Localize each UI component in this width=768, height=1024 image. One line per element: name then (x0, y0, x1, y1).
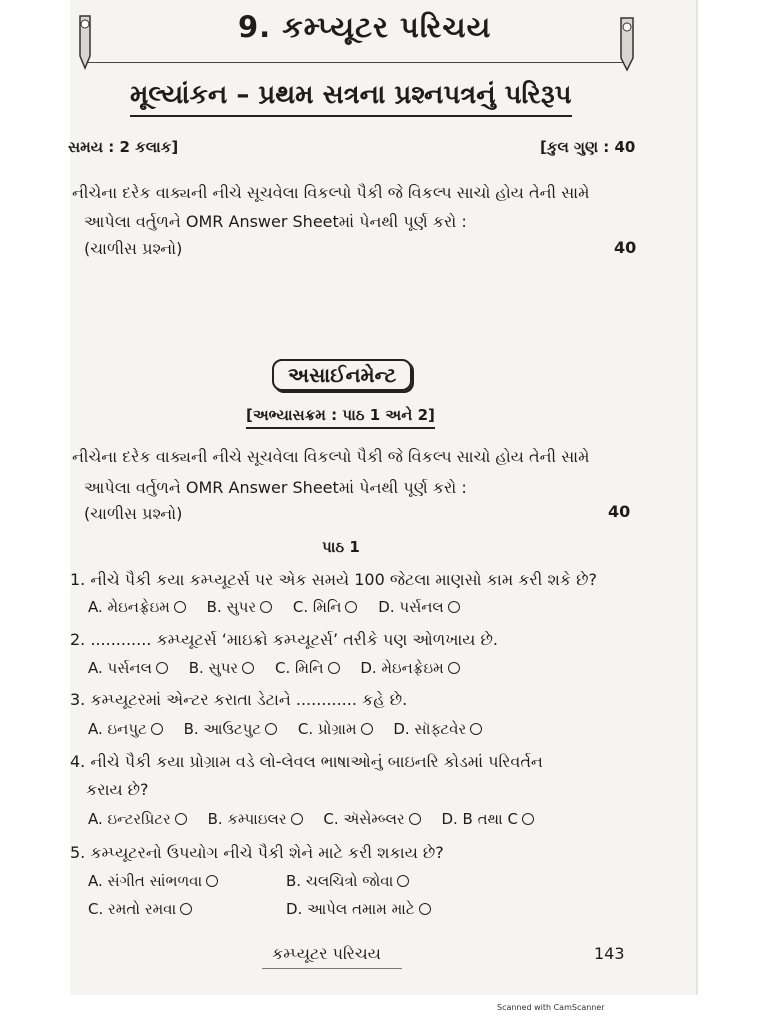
option-b[interactable]: B. આઉટપુટ (184, 720, 277, 738)
option-b[interactable]: B. સુપર (207, 598, 272, 616)
pencil-figure-left-icon (72, 12, 98, 70)
option-a[interactable]: A. ઇનપુટ (88, 720, 163, 738)
answer-circle-icon[interactable] (156, 662, 168, 674)
answer-circle-icon[interactable] (175, 813, 187, 825)
answer-circle-icon[interactable] (522, 813, 534, 825)
question-1-options (88, 598, 476, 616)
answer-circle-icon[interactable] (180, 903, 192, 915)
assignment-marks: 40 (608, 502, 631, 521)
answer-circle-icon[interactable] (328, 662, 340, 674)
exam-marks: 40 (614, 238, 637, 257)
question-4: 4. નીચે પૈકી કયા પ્રોગ્રામ વડે લો-લેવલ ભાષાઓનું બાઇનરિ કોડમાં પરિવર્તન (70, 752, 543, 771)
footer-divider (262, 968, 402, 969)
question-5-option-a[interactable]: A. સંગીત સાંભળવા (88, 872, 218, 890)
question-3: 3. કમ્પ્યૂટરમાં એન્ટર કરાતા ડેટાને ............ કહે છે. (70, 690, 408, 709)
chapter-title: 9. કમ્પ્યૂટર પરિચય (238, 10, 492, 44)
option-c[interactable]: C. મિનિ (275, 659, 340, 677)
exam-subtitle: મૂલ્યાંકન – પ્રથમ સત્રના પ્રશ્નપત્રનું પરિરૂપ (130, 80, 572, 117)
footer-title: કમ્પ્યૂટર પરિચય (272, 944, 381, 963)
answer-circle-icon[interactable] (265, 723, 277, 735)
exam-total-marks: [કુલ ગુણ : 40 (540, 138, 636, 156)
question-4-continued: કરાય છે? (86, 780, 149, 799)
question-3-options (88, 720, 498, 738)
option-a[interactable]: A. પર્સનલ (88, 659, 168, 677)
question-1: 1. નીચે પૈકી કયા કમ્પ્યૂટર્સ પર એક સમયે 100 જેટલા માણસો કામ કરી શકે છે? (70, 570, 598, 589)
answer-circle-icon[interactable] (260, 601, 272, 613)
assignment-title: અસાઈનમેન્ટ (272, 359, 412, 391)
option-c[interactable]: C. પ્રોગ્રામ (298, 720, 373, 738)
answer-circle-icon[interactable] (291, 813, 303, 825)
question-4-options (88, 810, 550, 828)
assignment-instruction-line3: (ચાળીસ પ્રશ્નો) (84, 504, 183, 523)
answer-circle-icon[interactable] (242, 662, 254, 674)
answer-circle-icon[interactable] (345, 601, 357, 613)
option-a[interactable]: A. ઇન્ટરપ્રિટર (88, 810, 187, 828)
option-a[interactable]: A. મેઇનફ્રેઇમ (88, 598, 186, 616)
exam-instruction-line3: (ચાળીસ પ્રશ્નો) (84, 239, 183, 258)
answer-circle-icon[interactable] (151, 723, 163, 735)
answer-circle-icon[interactable] (470, 723, 482, 735)
assignment-instruction-line1: નીચેના દરેક વાક્યની નીચે સૂચવેલા વિકલ્પો પૈકી જે વિકલ્પ સાચો હોય તેની સામે (72, 447, 590, 466)
exam-instruction-line1: નીચેના દરેક વાક્યની નીચે સૂચવેલા વિકલ્પો પૈકી જે વિકલ્પ સાચો હોય તેની સામે (72, 183, 590, 202)
question-5: 5. કમ્પ્યૂટરનો ઉપયોગ નીચે પૈકી શેને માટે કરી શકાય છે? (70, 843, 444, 862)
question-5-option-c[interactable]: C. રમતો રમવા (88, 900, 192, 918)
answer-circle-icon[interactable] (448, 601, 460, 613)
option-d[interactable]: D. B તથા C (441, 810, 534, 828)
exam-time: સમય : 2 કલાક] (68, 138, 179, 156)
page-number: 143 (594, 944, 625, 963)
scanner-watermark: Scanned with CamScanner (497, 1003, 605, 1012)
option-d[interactable]: D. મેઇનફ્રેઇમ (360, 659, 459, 677)
answer-circle-icon[interactable] (206, 875, 218, 887)
question-2: 2. ............ કમ્પ્યૂટર્સ ‘માઇક્રો કમ્પ્યૂટર્સ’ તરીકે પણ ઓળખાય છે. (70, 630, 498, 649)
question-2-options (88, 659, 476, 677)
answer-circle-icon[interactable] (409, 813, 421, 825)
pencil-figure-right-icon (612, 14, 642, 72)
option-d[interactable]: D. સૉફ્ટવેર (393, 720, 482, 738)
option-c[interactable]: C. મિનિ (293, 598, 358, 616)
assignment-instruction-line2: આપેલા વર્તુળને OMR Answer Sheetમાં પેનથી પૂર્ણ કરો : (84, 478, 467, 497)
option-c[interactable]: C. ઍસેમ્બ્લર (323, 810, 420, 828)
answer-circle-icon[interactable] (419, 903, 431, 915)
answer-circle-icon[interactable] (397, 875, 409, 887)
question-5-option-d[interactable]: D. આપેલ તમામ માટે (286, 900, 431, 918)
exam-instruction-line2: આપેલા વર્તુળને OMR Answer Sheetમાં પેનથી પૂર્ણ કરો : (84, 212, 467, 231)
answer-circle-icon[interactable] (174, 601, 186, 613)
lesson-heading: પાઠ 1 (322, 538, 360, 556)
option-b[interactable]: B. કમ્પાઇલર (208, 810, 303, 828)
option-d[interactable]: D. પર્સનલ (378, 598, 460, 616)
question-5-option-b[interactable]: B. ચલચિત્રો જોવા (286, 872, 409, 890)
answer-circle-icon[interactable] (361, 723, 373, 735)
assignment-syllabus: [અભ્યાસક્રમ : પાઠ 1 અને 2] (246, 406, 435, 429)
answer-circle-icon[interactable] (448, 662, 460, 674)
option-b[interactable]: B. સુપર (189, 659, 254, 677)
